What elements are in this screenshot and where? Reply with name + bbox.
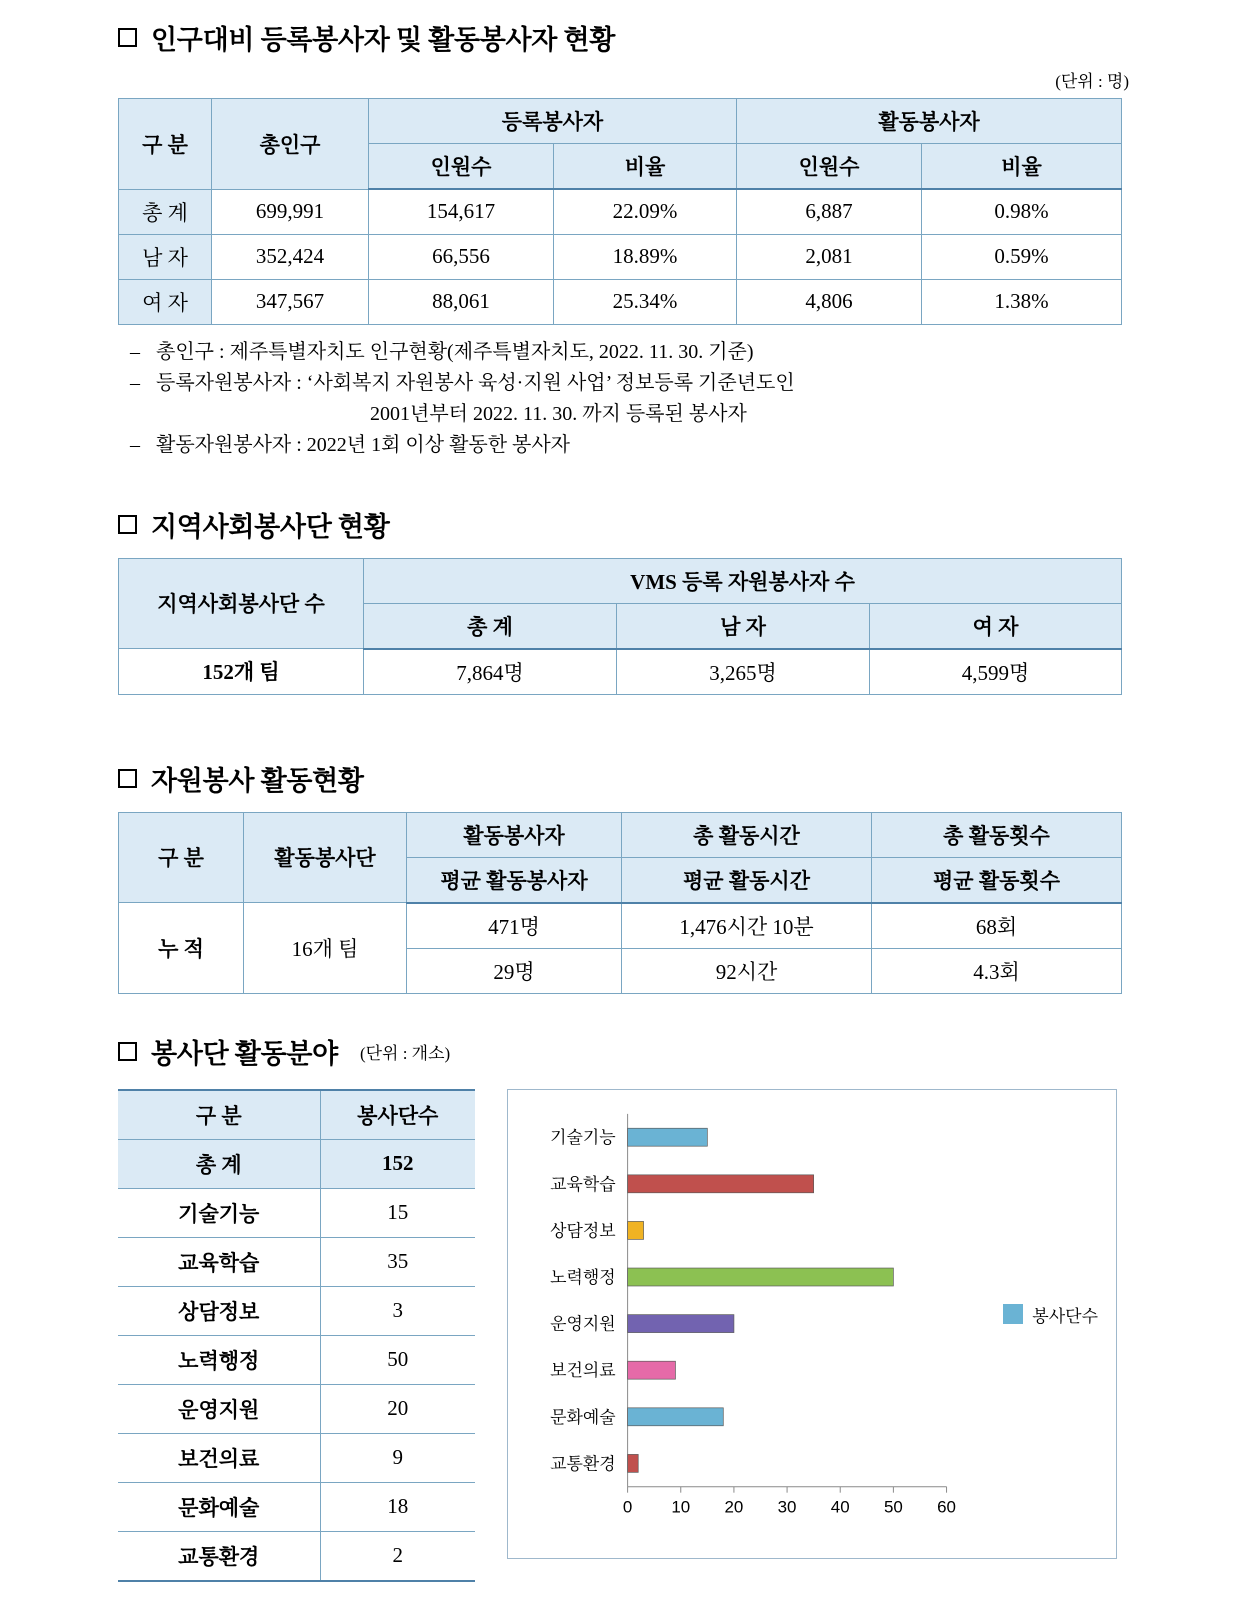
square-bullet-icon — [118, 515, 137, 534]
row-value: 18 — [320, 1482, 475, 1531]
section-heading-population — [118, 18, 1239, 57]
header-vms: VMS 등록 자원봉사자 수 — [364, 558, 1122, 603]
cell-registered-count: 66,556 — [369, 234, 554, 279]
dash-icon: – — [130, 433, 140, 456]
header-registered: 등록봉사자 — [369, 99, 737, 144]
svg-text:10: 10 — [671, 1497, 691, 1517]
header-female: 여 자 — [870, 603, 1122, 649]
table-row — [118, 1384, 475, 1433]
cell-registered-ratio: 25.34% — [554, 279, 737, 324]
row-label: 운영지원 — [118, 1384, 320, 1433]
cell-active-count: 2,081 — [737, 234, 922, 279]
note-text: 총인구 : 제주특별자치도 인구현황(제주특별자치도, 2022. 11. 30. 기준) — [156, 340, 754, 363]
svg-text:40: 40 — [830, 1497, 850, 1517]
svg-text:30: 30 — [777, 1497, 797, 1517]
header-row — [118, 1090, 475, 1140]
square-bullet-icon — [118, 1042, 137, 1061]
header-division: 구 분 — [119, 812, 244, 903]
cell-total-hours: 1,476시간 10분 — [622, 903, 872, 949]
header-corps-count: 지역사회봉사단 수 — [119, 558, 364, 649]
legend-label: 봉사단수 — [1032, 1306, 1098, 1326]
svg-text:보건의료: 보건의료 — [550, 1360, 616, 1380]
dash-icon: – — [130, 371, 140, 394]
svg-text:문화예술: 문화예술 — [550, 1407, 616, 1427]
population-table — [118, 98, 1122, 325]
table-row — [119, 903, 1122, 949]
cell-active-ratio: 0.59% — [922, 234, 1122, 279]
cell-avg-hours: 92시간 — [622, 948, 872, 993]
row-value: 20 — [320, 1384, 475, 1433]
table-row — [119, 234, 1122, 279]
section-heading-fields — [118, 1032, 1239, 1071]
row-value: 9 — [320, 1433, 475, 1482]
header-division: 구 분 — [119, 99, 212, 190]
population-notes — [130, 337, 1239, 461]
row-label: 총 계 — [118, 1139, 320, 1188]
row-label: 여 자 — [119, 279, 212, 324]
section-title: 인구대비 등록봉사자 및 활동봉사자 현황 — [151, 25, 616, 55]
cell-female: 4,599명 — [870, 649, 1122, 695]
svg-text:교통환경: 교통환경 — [550, 1453, 616, 1473]
note-text: 2001년부터 2022. 11. 30. 까지 등록된 봉사자 — [370, 402, 747, 425]
header-active-volunteers: 활동봉사자 — [407, 812, 622, 857]
header-active: 활동봉사자 — [737, 99, 1122, 144]
header-active-ratio: 비율 — [922, 144, 1122, 190]
cell-active-ratio: 0.98% — [922, 189, 1122, 234]
header-registered-count: 인원수 — [369, 144, 554, 190]
row-value: 15 — [320, 1188, 475, 1237]
cell-avg-count: 4.3회 — [872, 948, 1122, 993]
cell-active-ratio: 1.38% — [922, 279, 1122, 324]
row-label: 누 적 — [119, 903, 244, 994]
svg-text:교육학습: 교육학습 — [550, 1174, 616, 1194]
unit-note-population: (단위 : 명) — [1055, 72, 1129, 91]
cell-avg-volunteers: 29명 — [407, 948, 622, 993]
note-text: 활동자원봉사자 : 2022년 1회 이상 활동한 봉사자 — [156, 433, 570, 456]
cell-corps-count: 152개 팀 — [119, 649, 364, 695]
header-row-1 — [119, 812, 1122, 857]
table-row — [119, 649, 1122, 695]
cell-corps: 16개 팀 — [244, 903, 407, 994]
section-heading-corps — [118, 505, 1239, 544]
note-item-continuation — [370, 399, 1239, 430]
header-total: 총 계 — [364, 603, 617, 649]
header-division: 구 분 — [118, 1090, 320, 1140]
row-label: 보건의료 — [118, 1433, 320, 1482]
row-value: 3 — [320, 1286, 475, 1335]
table-row — [118, 1237, 475, 1286]
table-row — [118, 1286, 475, 1335]
svg-text:노력행정: 노력행정 — [550, 1267, 616, 1287]
header-corps: 활동봉사단 — [244, 812, 407, 903]
svg-text:상담정보: 상담정보 — [550, 1220, 616, 1240]
header-male: 남 자 — [617, 603, 870, 649]
cell-population: 699,991 — [212, 189, 369, 234]
row-label: 기술기능 — [118, 1188, 320, 1237]
header-row-1 — [119, 558, 1122, 603]
cell-registered-count: 88,061 — [369, 279, 554, 324]
activity-table — [118, 812, 1122, 994]
header-avg-count: 평균 활동횟수 — [872, 857, 1122, 903]
section-heading-activity — [118, 759, 1239, 798]
row-value: 2 — [320, 1531, 475, 1581]
table-row — [119, 189, 1122, 234]
note-item — [130, 337, 1239, 368]
cell-total: 7,864명 — [364, 649, 617, 695]
row-label: 총 계 — [119, 189, 212, 234]
table-row — [118, 1433, 475, 1482]
note-item — [130, 368, 1239, 399]
svg-text:60: 60 — [937, 1497, 956, 1517]
header-count: 봉사단수 — [320, 1090, 475, 1140]
header-row-1 — [119, 99, 1122, 144]
square-bullet-icon — [118, 769, 137, 788]
chart-legend — [1003, 1302, 1098, 1327]
row-label: 남 자 — [119, 234, 212, 279]
svg-text:50: 50 — [883, 1497, 903, 1517]
table-row — [118, 1335, 475, 1384]
row-label: 문화예술 — [118, 1482, 320, 1531]
fields-bar-chart — [507, 1089, 1117, 1559]
svg-text:0: 0 — [622, 1497, 633, 1517]
table-row — [118, 1531, 475, 1581]
header-avg-hours: 평균 활동시간 — [622, 857, 872, 903]
header-total-hours: 총 활동시간 — [622, 812, 872, 857]
section-title: 자원봉사 활동현황 — [151, 765, 364, 796]
section-title: 봉사단 활동분야 — [151, 1038, 338, 1069]
svg-text:운영지원: 운영지원 — [550, 1314, 616, 1334]
cell-active-count: 6,887 — [737, 189, 922, 234]
cell-registered-ratio: 22.09% — [554, 189, 737, 234]
cell-total-volunteers: 471명 — [407, 903, 622, 949]
table-row — [118, 1188, 475, 1237]
row-label: 교통환경 — [118, 1531, 320, 1581]
table-row — [119, 279, 1122, 324]
row-label: 노력행정 — [118, 1335, 320, 1384]
unit-note-fields: (단위 : 개소) — [359, 1043, 451, 1063]
row-value: 35 — [320, 1237, 475, 1286]
row-label: 상담정보 — [118, 1286, 320, 1335]
legend-swatch — [1003, 1304, 1023, 1324]
header-active-count: 인원수 — [737, 144, 922, 190]
dash-icon: – — [130, 340, 140, 363]
cell-registered-ratio: 18.89% — [554, 234, 737, 279]
cell-population: 347,567 — [212, 279, 369, 324]
note-item — [130, 430, 1239, 461]
square-bullet-icon — [118, 28, 137, 47]
row-value: 152 — [320, 1139, 475, 1188]
cell-registered-count: 154,617 — [369, 189, 554, 234]
table-row — [118, 1482, 475, 1531]
cell-population: 352,424 — [212, 234, 369, 279]
fields-table — [118, 1089, 475, 1582]
header-registered-ratio: 비율 — [554, 144, 737, 190]
cell-male: 3,265명 — [617, 649, 870, 695]
header-total-count: 총 활동횟수 — [872, 812, 1122, 857]
row-value: 50 — [320, 1335, 475, 1384]
header-avg-volunteers: 평균 활동봉사자 — [407, 857, 622, 903]
table-row-total — [118, 1139, 475, 1188]
cell-active-count: 4,806 — [737, 279, 922, 324]
section-title: 지역사회봉사단 현황 — [151, 511, 390, 542]
row-label: 교육학습 — [118, 1237, 320, 1286]
svg-text:20: 20 — [724, 1497, 744, 1517]
fields-block — [118, 1089, 1239, 1582]
header-total-population: 총인구 — [212, 99, 369, 190]
corps-table — [118, 558, 1122, 695]
cell-total-count: 68회 — [872, 903, 1122, 949]
svg-text:기술기능: 기술기능 — [550, 1127, 616, 1147]
note-text: 등록자원봉사자 : ‘사회복지 자원봉사 육성·지원 사업’ 정보등록 기준년도인 — [156, 371, 795, 394]
